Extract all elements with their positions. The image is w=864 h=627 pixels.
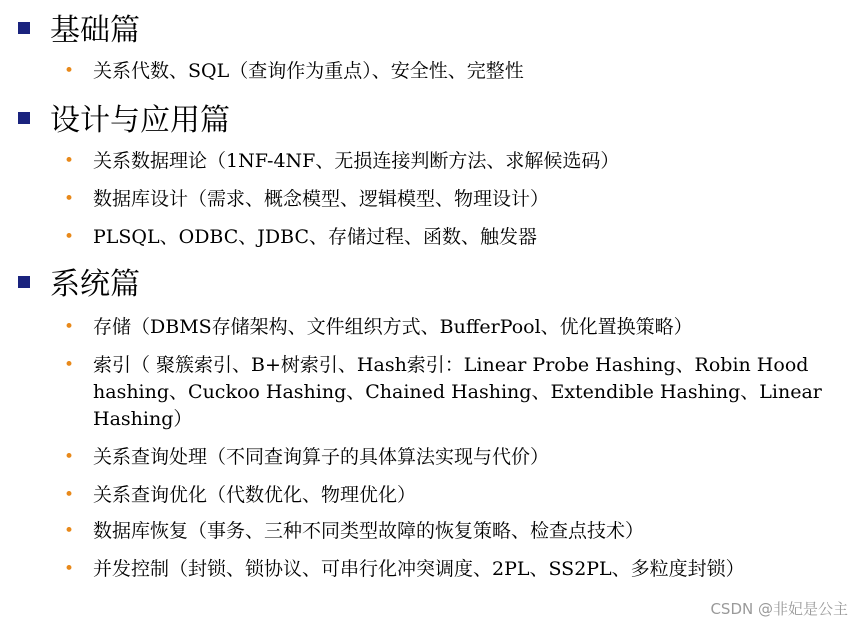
dot-bullet-icon: • [64, 227, 75, 247]
dot-bullet-icon: • [64, 61, 75, 81]
dot-bullet-icon: • [64, 317, 75, 337]
dot-bullet-icon: • [64, 559, 75, 579]
list-item: • 关系代数、SQL（查询作为重点）、安全性、完整性 [64, 58, 824, 85]
list-item: • 关系数据理论（1NF-4NF、无损连接判断方法、求解候选码） [64, 148, 824, 175]
list-item: • 关系查询处理（不同查询算子的具体算法实现与代价） [64, 444, 824, 471]
dot-bullet-icon: • [64, 189, 75, 209]
list-item: • 数据库恢复（事务、三种不同类型故障的恢复策略、检查点技术） [64, 518, 824, 545]
dot-bullet-icon: • [64, 151, 75, 171]
list-item: • 关系查询优化（代数优化、物理优化） [64, 482, 824, 509]
section-title-design: 设计与应用篇 [18, 104, 230, 138]
list-item: • 并发控制（封锁、锁协议、可串行化冲突调度、2PL、SS2PL、多粒度封锁） [64, 556, 824, 583]
watermark: CSDN @非妃是公主 [710, 600, 848, 618]
section-title-system: 系统篇 [18, 268, 140, 302]
list-item: • 存储（DBMS存储架构、文件组织方式、BufferPool、优化置换策略） [64, 314, 824, 341]
square-bullet-icon [18, 112, 30, 124]
dot-bullet-icon: • [64, 521, 75, 541]
square-bullet-icon [18, 276, 30, 288]
list-item: • 数据库设计（需求、概念模型、逻辑模型、物理设计） [64, 186, 824, 213]
square-bullet-icon [18, 22, 30, 34]
dot-bullet-icon: • [64, 485, 75, 505]
section-title-basic: 基础篇 [18, 14, 140, 48]
dot-bullet-icon: • [64, 355, 75, 375]
dot-bullet-icon: • [64, 447, 75, 467]
list-item: • PLSQL、ODBC、JDBC、存储过程、函数、触发器 [64, 224, 824, 251]
list-item: • 索引（ 聚簇索引、B+树索引、Hash索引：Linear Probe Hashing、Robin Hood hashing、Cuckoo Hashing、Chained Hashing、Extendible Hashing、Linear Hashing） [64, 354, 822, 430]
